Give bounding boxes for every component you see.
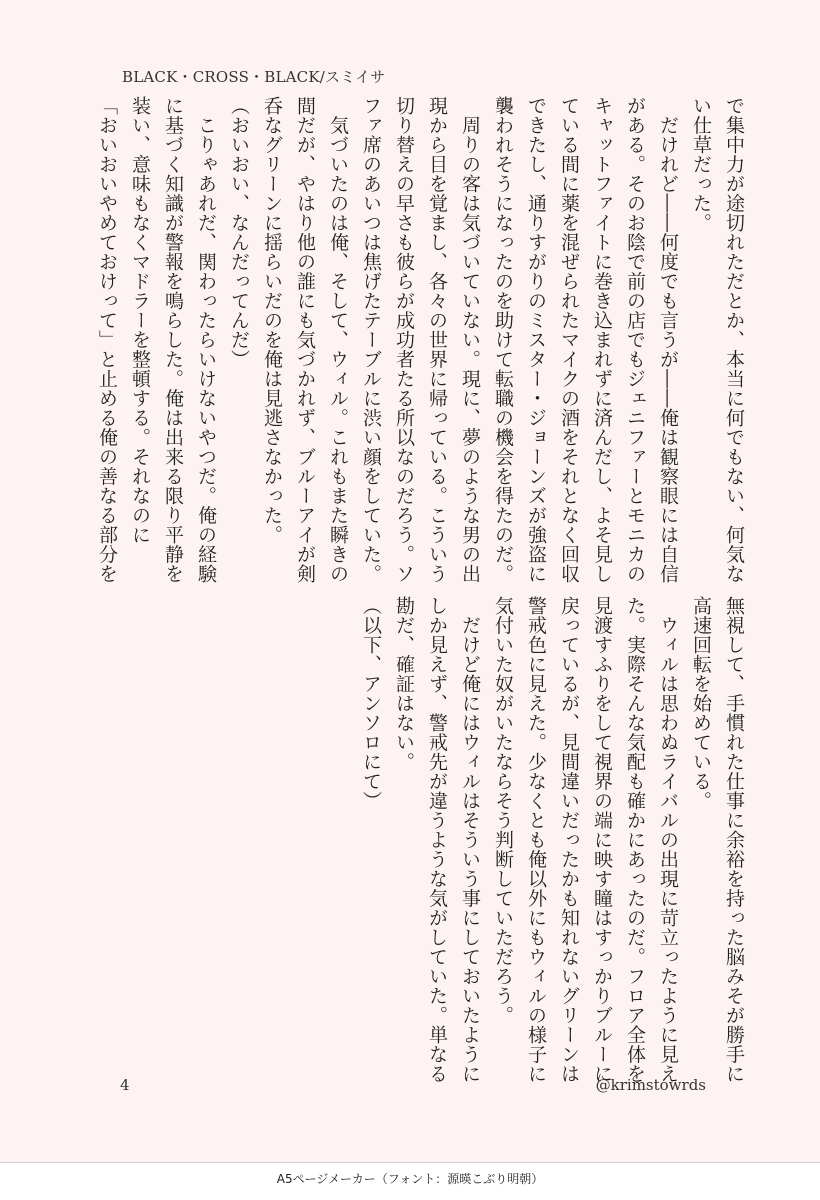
text-line: （おいおい、なんだってんだ） [228, 96, 250, 369]
text-line: 現から目を覚まし、各々の世界に帰っている。こういう [426, 96, 448, 584]
text-line: に基づく知識が警報を鳴らした。俺は出来る限り平静を [162, 96, 184, 584]
text-line: ファ席のあいつは焦げたテーブルに渋い顔をしていた。 [360, 96, 382, 584]
text-line: しか見えず、警戒先が違うような気がしていた。単なる [426, 596, 448, 1084]
text-line: だけど俺にはウィルはそういう事にしておいたように [459, 596, 481, 1084]
text-line: 呑なグリーンに揺らいだのを俺は見逃さなかった。 [261, 96, 283, 545]
text-line: で集中力が途切れただとか、本当に何でもない、何気な [723, 96, 745, 584]
text-line: た。実際そんな気配も確かにあったのだ。フロア全体を [624, 596, 646, 1084]
text-line: 気づいたのは俺、そして、ウィル。これもまた瞬きの [327, 96, 349, 584]
text-line: （以下、アンソロにて） [360, 596, 382, 811]
page-number: 4 [120, 1076, 130, 1094]
text-line: だけれど――何度でも言うが――俺は観察眼には自信 [657, 96, 679, 584]
text-line: 勘だ、確証はない。 [393, 596, 415, 772]
text-line: ている間に薬を混ぜられたマイクの酒をそれとなく回収 [558, 96, 580, 584]
text-line: 装い、意味もなくマドラーを整頓する。それなのに [129, 96, 151, 545]
body-text-lower [330, 596, 750, 1084]
text-line: こりゃあれだ、関わったらいけないやつだ。俺の経験 [195, 96, 217, 584]
footer-credit: A5ページメーカー（フォント：源暎こぶり明朝） [276, 1172, 544, 1186]
text-line: い仕草だった。 [690, 96, 712, 233]
page-header-title: BLACK・CROSS・BLACK/スミイサ [122, 68, 386, 86]
text-line: 警戒色に見えた。少なくとも俺以外にもウィルの様子に [525, 596, 547, 1084]
body-text-upper [96, 96, 750, 584]
text-line: がある。そのお陰で前の店でもジェニファーとモニカの [624, 96, 646, 584]
text-line: 間だが、やはり他の誰にも気づかれず、ブルーアイが剣 [294, 96, 316, 584]
text-line: 周りの客は気づいていない。現に、夢のような男の出 [459, 96, 481, 584]
text-line: 見渡すふりをして視界の端に映す瞳はすっかりブルーに [591, 596, 613, 1084]
text-line: キャットファイトに巻き込まれずに済んだし、よそ見し [591, 96, 613, 584]
text-line: ウィルは思わぬライバルの出現に苛立ったように見え [657, 596, 679, 1084]
text-line: 切り替えの早さも彼らが成功者たる所以なのだろう。ソ [393, 96, 415, 584]
text-line: 気付いた奴がいたならそう判断していただろう。 [492, 596, 514, 1025]
text-line: 無視して、手慣れた仕事に余裕を持った脳みそが勝手に [723, 596, 745, 1084]
text-line: 襲われそうになったのを助けて転職の機会を得たのだ。 [492, 96, 514, 584]
text-line: できたし、通りすがりのミスター・ジョーンズが強盗に [525, 96, 547, 584]
text-line: 戻っているが、見間違いだったかも知れないグリーンは [558, 596, 580, 1084]
author-handle: @krimstowrds [595, 1076, 706, 1094]
text-line: 高速回転を始めている。 [690, 596, 712, 811]
text-line: 「おいおいやめておけって」と止める俺の善なる部分を [96, 96, 118, 584]
